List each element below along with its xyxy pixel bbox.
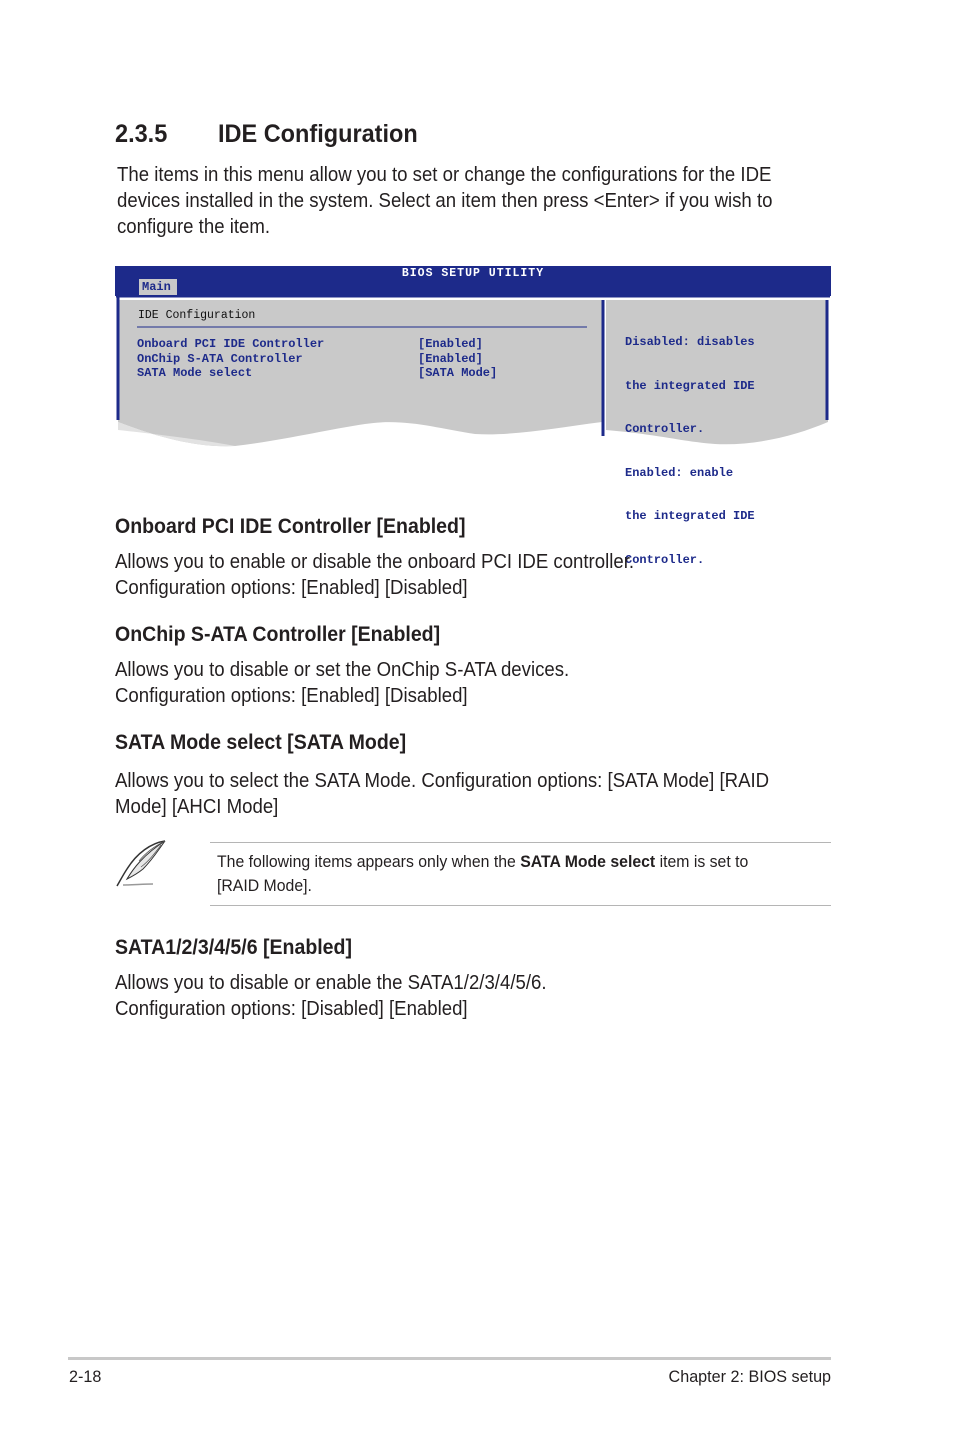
- intro-line: configure the item.: [117, 216, 271, 238]
- bios-item-value[interactable]: [SATA Mode]: [418, 366, 498, 380]
- feather-pen-icon: [113, 839, 169, 889]
- item-heading: OnChip S-ATA Controller [Enabled]: [115, 623, 441, 646]
- footer-rule: [68, 1357, 831, 1360]
- item-line: Configuration options: [Enabled] [Disabled]: [115, 577, 468, 599]
- item-line: Allows you to enable or disable the onboard PCI IDE controller.: [115, 551, 635, 573]
- item-heading: SATA Mode select [SATA Mode]: [115, 731, 407, 754]
- bios-help-line: Controller.: [625, 422, 705, 436]
- item-line: Configuration options: [Disabled] [Enabled]: [115, 998, 468, 1020]
- note-text: [217, 850, 748, 898]
- section-title: IDE Configuration: [218, 120, 418, 148]
- bios-item-value[interactable]: [Enabled]: [418, 351, 483, 366]
- item-line: Allows you to select the SATA Mode. Configuration options: [SATA Mode] [RAID: [115, 770, 770, 792]
- item-line: Configuration options: [Enabled] [Disabled]: [115, 685, 468, 707]
- note-text-after: item is set to: [655, 852, 749, 871]
- item-line: Allows you to disable or set the OnChip S-ATA devices.: [115, 659, 570, 681]
- intro-line: The items in this menu allow you to set or change the configurations for the IDE: [117, 164, 772, 186]
- section-number: 2.3.5: [115, 120, 168, 148]
- item-heading: Onboard PCI IDE Controller [Enabled]: [115, 515, 466, 538]
- bios-help-text: [625, 306, 755, 596]
- bios-help-line: the integrated IDE: [625, 509, 755, 523]
- bios-item-label[interactable]: Onboard PCI IDE Controller: [137, 337, 325, 351]
- intro-paragraph: [117, 162, 772, 240]
- bios-item-label[interactable]: SATA Mode select: [137, 366, 253, 380]
- note-text-before: The following items appears only when the: [217, 852, 521, 871]
- note-top-rule: [210, 842, 831, 843]
- bios-item-label[interactable]: OnChip S-ATA Controller: [137, 351, 303, 366]
- page-number: 2-18: [69, 1367, 102, 1386]
- note-line-1: [217, 850, 748, 874]
- bios-item-value[interactable]: [Enabled]: [418, 337, 483, 351]
- note-line-2: [RAID Mode].: [217, 876, 312, 895]
- item-description: [115, 549, 634, 601]
- bios-help-line: Controller.: [625, 552, 705, 567]
- bios-panel-heading: IDE Configuration: [138, 309, 256, 322]
- item-line: Allows you to disable or enable the SATA1/2/3/4/5/6.: [115, 972, 547, 994]
- bios-help-line: Enabled: enable: [625, 465, 734, 480]
- item-description: [115, 970, 547, 1022]
- bios-title: BIOS SETUP UTILITY: [401, 267, 545, 280]
- item-line: Mode] [AHCI Mode]: [115, 796, 279, 818]
- note-text-bold: SATA Mode select: [520, 852, 656, 871]
- bios-tab-main[interactable]: Main: [139, 279, 177, 295]
- item-heading: SATA1/2/3/4/5/6 [Enabled]: [115, 936, 352, 959]
- note-bottom-rule: [210, 905, 831, 906]
- bios-help-line: Disabled: disables: [625, 335, 755, 349]
- item-description: [115, 657, 569, 709]
- bios-help-line: the integrated IDE: [625, 378, 755, 393]
- item-description: [115, 768, 769, 820]
- intro-line: devices installed in the system. Select an item then press <Enter> if you wish to: [117, 190, 773, 212]
- chapter-label: Chapter 2: BIOS setup: [668, 1367, 831, 1386]
